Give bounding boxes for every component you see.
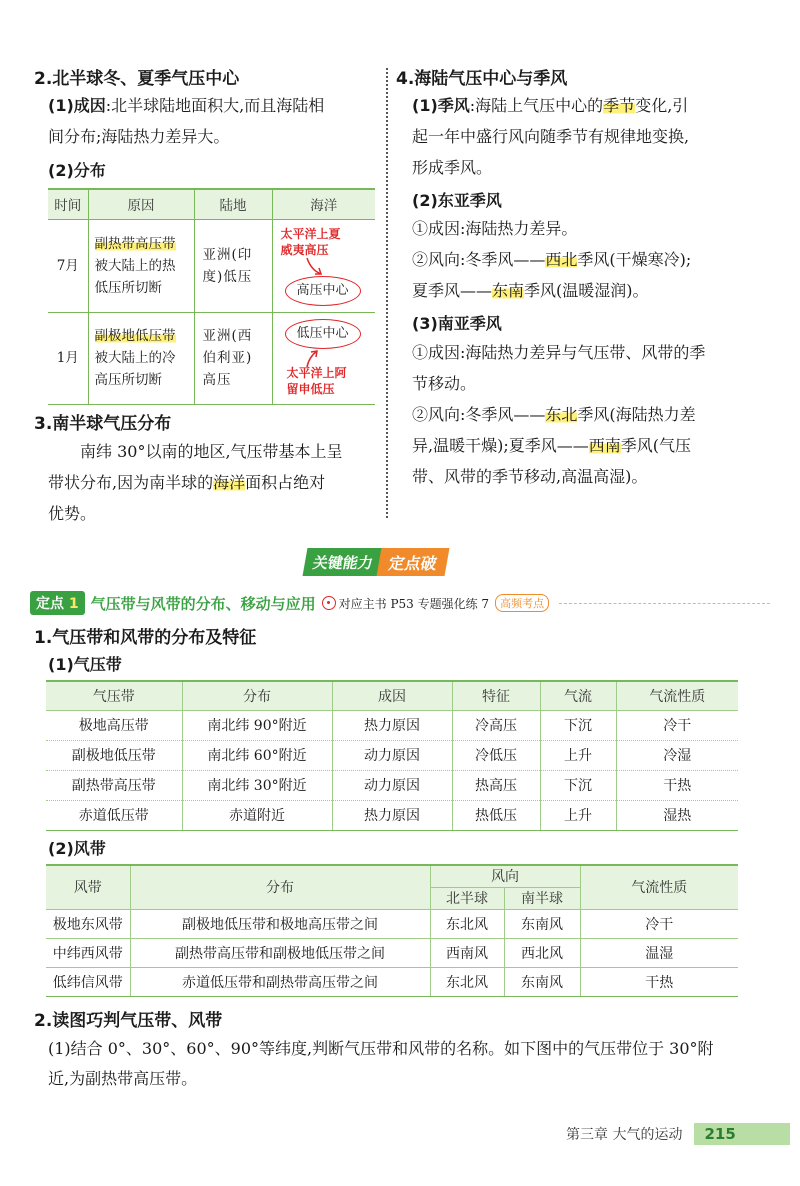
key-ability-banner xyxy=(305,548,447,576)
point-badge xyxy=(30,591,85,615)
paragraph-monsoon xyxy=(412,90,772,183)
land-text: 亚洲(印 xyxy=(202,246,253,263)
page-number: 215 xyxy=(694,1123,790,1145)
table-header: 北半球 xyxy=(430,887,504,909)
arrow-icon xyxy=(303,256,327,278)
time-cell: 1月 xyxy=(48,312,88,404)
sa-text: 季风(气压 xyxy=(620,436,691,455)
paragraph-cause xyxy=(48,90,383,152)
table-cell: 干热 xyxy=(616,770,738,800)
pressure-belt-table xyxy=(46,680,738,831)
table-header: 特征 xyxy=(452,681,540,710)
sh-text-2a: 带状分布,因为南半球的 xyxy=(48,473,214,492)
frequent-exam-tag: 高频考点 xyxy=(495,594,549,612)
note-line: 留申低压 xyxy=(286,381,335,396)
note-line: 威夷高压 xyxy=(280,242,329,257)
read-map-text: (1)结合 0°、30°、60°、90°等纬度,判断气压带和风带的名称。如下图中的气压带位于 30°附 xyxy=(48,1039,714,1058)
table-header: 风向 xyxy=(430,865,580,887)
highlight-text: 副极地低压带 xyxy=(94,328,176,344)
land-text: 高压 xyxy=(202,372,232,388)
sa-text: ②风向:冬季风—— xyxy=(412,405,546,424)
sea-value: 低压中心 xyxy=(285,319,361,349)
table-row xyxy=(46,710,738,740)
table-cell: 热力原因 xyxy=(332,710,452,740)
pressure-center-table xyxy=(48,188,375,405)
table-cell: 西北风 xyxy=(504,938,580,967)
table-row xyxy=(46,770,738,800)
sa-text: 季风(海陆热力差 xyxy=(577,405,696,424)
east-asia-label: (2)东亚季风 xyxy=(412,191,502,210)
section-title-read-map: 2.读图巧判气压带、风带 xyxy=(34,1011,223,1031)
point-header xyxy=(30,591,770,615)
cause-text: 被大陆上的冷 xyxy=(94,350,176,366)
sea-cell xyxy=(272,219,375,312)
table-cell: 东北风 xyxy=(430,967,504,996)
ea-text: 季风(干燥寒冷); xyxy=(577,250,692,269)
land-text: 伯利亚) xyxy=(202,350,253,366)
table-header: 气流 xyxy=(540,681,616,710)
table-cell: 动力原因 xyxy=(332,770,452,800)
table-cell: 湿热 xyxy=(616,800,738,830)
table-cell: 副热带高压带和副极地低压带之间 xyxy=(130,938,430,967)
table-cell: 东北风 xyxy=(430,909,504,938)
table-cell: 副热带高压带 xyxy=(46,770,182,800)
table-cell: 热力原因 xyxy=(332,800,452,830)
highlight-text: 东南 xyxy=(492,281,525,300)
handwritten-note xyxy=(287,365,347,397)
table-cell: 副极地低压带和极地高压带之间 xyxy=(130,909,430,938)
highlight-text: 东北 xyxy=(545,405,578,424)
table-header: 气流性质 xyxy=(616,681,738,710)
table-header: 时间 xyxy=(48,189,88,219)
book-reference[interactable] xyxy=(322,595,489,612)
table-header: 风带 xyxy=(46,865,130,909)
table-row xyxy=(46,909,738,938)
sea-value: 高压中心 xyxy=(285,276,361,306)
land-text: 度)低压 xyxy=(202,268,253,285)
table-cell: 下沉 xyxy=(540,710,616,740)
monsoon-text: 变化,引 xyxy=(635,96,689,115)
highlight-text: 副热带高压带 xyxy=(94,235,176,252)
cause-text: 低压所切断 xyxy=(94,279,162,296)
table-cell: 极地东风带 xyxy=(46,909,130,938)
table-header: 分布 xyxy=(130,865,430,909)
monsoon-label: (1)季风 xyxy=(412,96,470,115)
table-row xyxy=(46,967,738,996)
section-title-nh-pressure: 2.北半球冬、夏季气压中心 xyxy=(34,69,240,89)
highlight-text: 季节 xyxy=(603,96,636,115)
table-cell: 赤道低压带和副热带高压带之间 xyxy=(130,967,430,996)
highlight-text: 西北 xyxy=(545,250,578,269)
paragraph-read-map xyxy=(48,1034,783,1094)
note-line: 太平洋上阿 xyxy=(286,365,347,380)
wind-belt-table xyxy=(46,864,738,997)
table-cell: 极地高压带 xyxy=(46,710,182,740)
table-header: 南半球 xyxy=(504,887,580,909)
point-title: 气压带与风带的分布、移动与应用 xyxy=(90,594,316,613)
table-row xyxy=(46,740,738,770)
table-cell: 南北纬 60°附近 xyxy=(182,740,332,770)
paragraph-south-asia xyxy=(412,337,772,492)
distribution-label: (2)分布 xyxy=(48,161,106,180)
sa-text: 异,温暖干燥);夏季风—— xyxy=(412,436,589,455)
ea-text: 夏季风—— xyxy=(412,281,493,300)
table-cell: 冷干 xyxy=(616,710,738,740)
monsoon-text: :海陆上气压中心的 xyxy=(469,96,604,115)
sea-cell xyxy=(272,312,375,404)
table-header: 气压带 xyxy=(46,681,182,710)
table-cell: 动力原因 xyxy=(332,740,452,770)
cause-label: (1)成因 xyxy=(48,96,106,115)
table-cell: 东南风 xyxy=(504,967,580,996)
land-cell xyxy=(194,219,272,312)
cause-text: 被大陆上的热 xyxy=(94,257,176,274)
table-header: 海洋 xyxy=(272,189,375,219)
table-cell: 下沉 xyxy=(540,770,616,800)
table-cell: 东南风 xyxy=(504,909,580,938)
table-cell: 上升 xyxy=(540,800,616,830)
table-cell: 热低压 xyxy=(452,800,540,830)
table-row xyxy=(48,312,375,404)
ea-text: ②风向:冬季风—— xyxy=(412,250,546,269)
sa-text: ①成因:海陆热力差异与气压带、风带的季 xyxy=(412,343,706,362)
sh-text-1: 南纬 30°以南的地区,气压带基本上呈 xyxy=(80,442,343,461)
monsoon-text: 起一年中盛行风向随季节有规律地变换, xyxy=(412,127,690,146)
target-icon xyxy=(322,596,336,610)
sh-text-2b: 面积占绝对 xyxy=(245,473,326,492)
table-cell: 南北纬 90°附近 xyxy=(182,710,332,740)
table-cell: 冷低压 xyxy=(452,740,540,770)
sh-text-3: 优势。 xyxy=(48,504,97,523)
cause-cell xyxy=(88,312,194,404)
table-header: 陆地 xyxy=(194,189,272,219)
wind-belt-label: (2)风带 xyxy=(48,839,106,858)
page-footer xyxy=(566,1123,790,1145)
paragraph-east-asia xyxy=(412,213,772,306)
table-cell: 赤道低压带 xyxy=(46,800,182,830)
table-cell: 副极地低压带 xyxy=(46,740,182,770)
table-cell: 温湿 xyxy=(580,938,738,967)
table-cell: 西南风 xyxy=(430,938,504,967)
note-line: 太平洋上夏 xyxy=(280,226,341,241)
land-text: 亚洲(西 xyxy=(202,328,253,344)
section-title-monsoon: 4.海陆气压中心与季风 xyxy=(396,69,568,89)
cause-text: 高压所切断 xyxy=(94,372,162,388)
divider xyxy=(559,603,770,604)
highlight-text: 海洋 xyxy=(213,473,246,492)
pressure-belt-label: (1)气压带 xyxy=(48,655,122,674)
point-number: 1 xyxy=(68,596,79,612)
ea-text: ①成因:海陆热力差异。 xyxy=(412,219,578,238)
time-cell: 7月 xyxy=(48,219,88,312)
table-header: 分布 xyxy=(182,681,332,710)
table-header: 气流性质 xyxy=(580,865,738,909)
sa-text: 节移动。 xyxy=(412,374,477,393)
table-cell: 上升 xyxy=(540,740,616,770)
banner-right: 定点破 xyxy=(377,548,450,576)
column-divider xyxy=(386,68,388,518)
cause-text-1: :北半球陆地面积大,而且海陆相 xyxy=(105,96,325,115)
chapter-label: 第三章 大气的运动 xyxy=(566,1127,683,1143)
table-row xyxy=(46,938,738,967)
table-header: 原因 xyxy=(88,189,194,219)
table-row xyxy=(46,800,738,830)
table-cell: 干热 xyxy=(580,967,738,996)
banner-left: 关键能力 xyxy=(303,548,384,576)
table-row xyxy=(48,219,375,312)
table-cell: 中纬西风带 xyxy=(46,938,130,967)
ea-text: 季风(温暖湿润)。 xyxy=(524,281,649,300)
land-cell xyxy=(194,312,272,404)
table-cell: 南北纬 30°附近 xyxy=(182,770,332,800)
paragraph-sh xyxy=(48,436,384,529)
table-header: 成因 xyxy=(332,681,452,710)
cause-text-2: 间分布;海陆热力差异大。 xyxy=(48,127,230,146)
point-badge-text: 定点 xyxy=(36,596,64,612)
table-cell: 低纬信风带 xyxy=(46,967,130,996)
table-cell: 冷高压 xyxy=(452,710,540,740)
read-map-text: 近,为副热带高压带。 xyxy=(48,1069,198,1088)
cause-cell xyxy=(88,219,194,312)
highlight-text: 西南 xyxy=(588,436,621,455)
section-title-distribution: 1.气压带和风带的分布及特征 xyxy=(34,628,257,648)
handwritten-note xyxy=(281,226,341,258)
section-title-sh-pressure: 3.南半球气压分布 xyxy=(34,414,172,434)
table-cell: 冷干 xyxy=(580,909,738,938)
monsoon-text: 形成季风。 xyxy=(412,158,493,177)
table-cell: 赤道附近 xyxy=(182,800,332,830)
table-cell: 热高压 xyxy=(452,770,540,800)
book-reference-text: 对应主书 P53 专题强化练 7 xyxy=(338,596,490,611)
table-cell: 冷湿 xyxy=(616,740,738,770)
sa-text: 带、风带的季节移动,高温高湿)。 xyxy=(412,467,648,486)
south-asia-label: (3)南亚季风 xyxy=(412,314,502,333)
